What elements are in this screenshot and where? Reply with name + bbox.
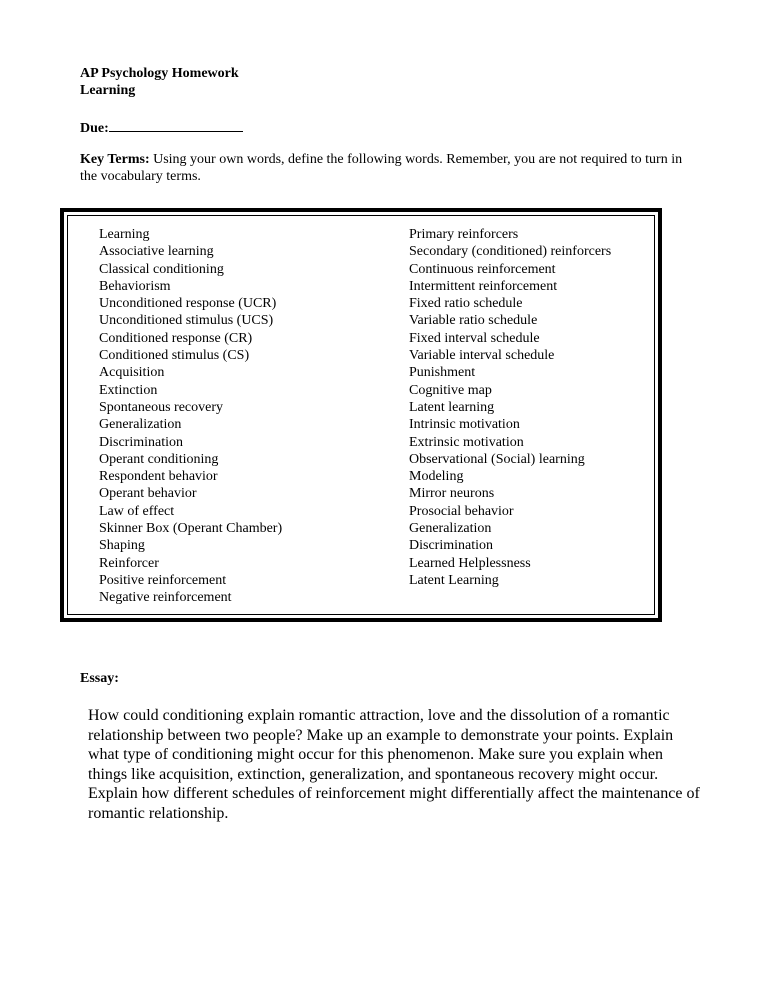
vocabulary-term: Conditioned stimulus (CS): [99, 348, 250, 364]
vocabulary-term: Punishment: [409, 365, 476, 381]
vocabulary-term: Classical conditioning: [99, 261, 224, 277]
vocabulary-term: Operant behavior: [99, 486, 197, 502]
vocabulary-term: Continuous reinforcement: [409, 261, 556, 277]
key-terms-text: Using your own words, define the following words. Remember, you are not required to turn in the vocabulary terms.: [80, 152, 683, 184]
vocabulary-term: Learned Helplessness: [409, 555, 531, 571]
vocabulary-term: Fixed ratio schedule: [409, 296, 523, 312]
vocabulary-term: Fixed interval schedule: [409, 330, 540, 346]
vocabulary-term: Reinforcer: [99, 555, 159, 571]
vocabulary-term: Law of effect: [99, 503, 175, 519]
vocabulary-term: Positive reinforcement: [99, 572, 227, 588]
vocabulary-term: Intermittent reinforcement: [409, 278, 558, 294]
vocabulary-term: Spontaneous recovery: [99, 399, 224, 415]
vocabulary-term: Prosocial behavior: [409, 503, 514, 519]
essay-label: Essay:: [80, 671, 119, 686]
vocabulary-term: Variable interval schedule: [409, 348, 555, 364]
vocabulary-term: Negative reinforcement: [99, 590, 232, 606]
vocabulary-term: Mirror neurons: [409, 486, 495, 502]
essay-prompt: How could conditioning explain romantic attraction, love and the dissolution of a romantic relationship between two people? Make up an example to demonstrate your points. Explain what type of conditioning might occur for this phenomenon. Make sure you explain when things like acquisition, extinction, generalization, and spontaneous recovery might occur. Explain how different schedules of reinforcement might differentially affect the maintenance of romantic relationship.: [88, 707, 700, 822]
vocabulary-term: Latent Learning: [409, 572, 499, 588]
vocabulary-column-2: [409, 226, 611, 589]
vocabulary-term: Shaping: [99, 538, 145, 554]
vocabulary-term: Unconditioned stimulus (UCS): [99, 313, 274, 329]
key-terms-label: Key Terms:: [80, 152, 150, 167]
vocabulary-term: Associative learning: [99, 244, 214, 260]
vocabulary-box-inner-border: [67, 215, 655, 615]
vocabulary-term: Discrimination: [409, 538, 493, 554]
vocabulary-term: Observational (Social) learning: [409, 451, 585, 467]
vocabulary-term: Behaviorism: [99, 278, 171, 294]
due-blank-line: [109, 118, 243, 132]
key-terms-instructions: [80, 151, 700, 185]
due-field: [80, 118, 243, 137]
vocabulary-term: Extrinsic motivation: [409, 434, 524, 450]
vocabulary-term: Unconditioned response (UCR): [99, 296, 277, 312]
vocabulary-term: Operant conditioning: [99, 451, 219, 467]
vocabulary-term: Discrimination: [99, 434, 183, 450]
vocabulary-column-1: [99, 226, 282, 607]
vocabulary-term: Respondent behavior: [99, 469, 218, 485]
vocabulary-term: Primary reinforcers: [409, 227, 519, 242]
vocabulary-term: Latent learning: [409, 399, 495, 415]
vocabulary-term: Extinction: [99, 382, 158, 398]
vocabulary-term: Acquisition: [99, 365, 165, 381]
vocabulary-term: Cognitive map: [409, 382, 492, 398]
vocabulary-term: Generalization: [99, 417, 182, 433]
vocabulary-term: Intrinsic motivation: [409, 417, 520, 433]
due-label: Due:: [80, 121, 109, 136]
vocabulary-term: Variable ratio schedule: [409, 313, 538, 329]
vocabulary-term: Modeling: [409, 469, 464, 485]
page-title: AP Psychology Homework: [80, 66, 239, 81]
page-subtitle: Learning: [80, 83, 136, 98]
vocabulary-term: Learning: [99, 227, 150, 242]
vocabulary-term: Generalization: [409, 521, 492, 537]
vocabulary-term: Skinner Box (Operant Chamber): [99, 521, 283, 537]
vocabulary-box: [60, 208, 662, 622]
vocabulary-term: Secondary (conditioned) reinforcers: [409, 244, 612, 260]
vocabulary-term: Conditioned response (CR): [99, 330, 253, 346]
